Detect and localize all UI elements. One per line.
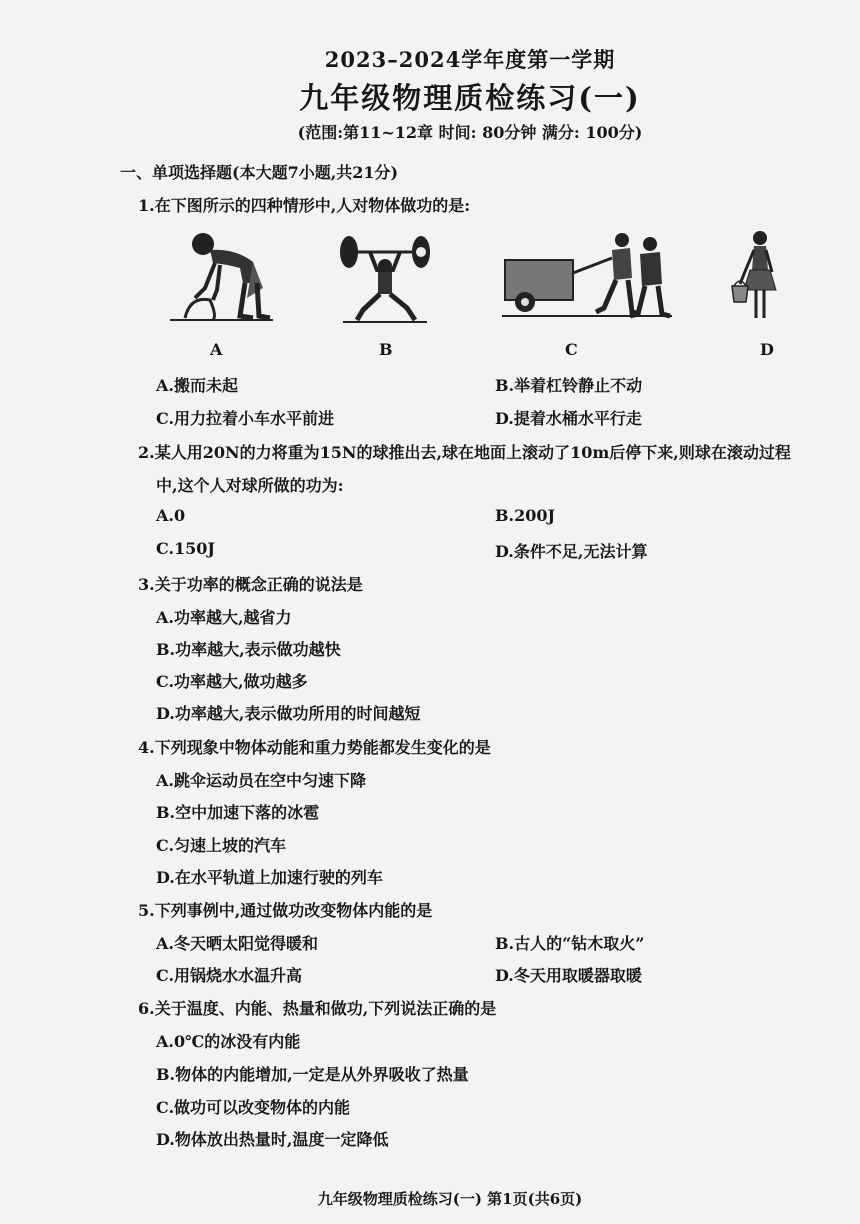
q4-option-d: D.在水平轨道上加速行驶的列车 <box>156 868 383 887</box>
figure-b-label: B <box>379 340 393 359</box>
page-footer: 九年级物理质检练习(一) 第1页(共6页) <box>317 1190 583 1208</box>
question-6-stem: 6.关于温度、内能、热量和做功,下列说法正确的是 <box>138 999 497 1018</box>
q1-option-b: B.举着杠铃静止不动 <box>495 376 643 395</box>
q6-option-b: B.物体的内能增加,一定是从外界吸收了热量 <box>156 1065 469 1084</box>
figure-c-image <box>500 228 675 323</box>
q3-option-a: A.功率越大,越省力 <box>156 608 292 627</box>
figure-c-label: C <box>565 340 578 359</box>
q4-option-c: C.匀速上坡的汽车 <box>156 836 287 855</box>
question-5-stem: 5.下列事例中,通过做功改变物体内能的是 <box>138 901 433 920</box>
figure-d-label: D <box>760 340 774 359</box>
figure-a-image <box>165 228 275 323</box>
exam-info: (范围:第11~12章 时间: 80分钟 满分: 100分) <box>297 123 643 142</box>
q2-option-c: C.150J <box>156 539 215 558</box>
section-heading: 一、单项选择题(本大题7小题,共21分) <box>120 163 399 182</box>
q1-option-d: D.提着水桶水平行走 <box>495 409 642 428</box>
q2-option-d: D.条件不足,无法计算 <box>495 542 648 561</box>
figure-d-image <box>730 228 790 323</box>
q5-option-c: C.用锅烧水水温升高 <box>156 966 303 985</box>
question-1-stem: 1.在下图所示的四种情形中,人对物体做功的是: <box>138 196 471 215</box>
q4-option-b: B.空中加速下落的冰雹 <box>156 803 320 822</box>
question-2-stem-cont: 中,这个人对球所做的功为: <box>156 476 344 495</box>
q4-option-a: A.跳伞运动员在空中匀速下降 <box>156 771 366 790</box>
q5-option-d: D.冬天用取暖器取暖 <box>495 966 642 985</box>
question-4-stem: 4.下列现象中物体动能和重力势能都发生变化的是 <box>138 738 491 757</box>
q6-option-d: D.物体放出热量时,温度一定降低 <box>156 1130 389 1149</box>
school-year-heading: 2023–2024学年度第一学期 <box>324 47 616 72</box>
q3-option-c: C.功率越大,做功越多 <box>156 672 308 691</box>
q1-option-c: C.用力拉着小车水平前进 <box>156 409 335 428</box>
q3-option-d: D.功率越大,表示做功所用的时间越短 <box>156 704 421 723</box>
q2-option-a: A.0 <box>156 506 186 525</box>
question-2-stem: 2.某人用20N的力将重为15N的球推出去,球在地面上滚动了10m后停下来,则球在滚动过程 <box>138 443 791 462</box>
figure-b-image <box>335 230 435 325</box>
q2-option-b: B.200J <box>495 506 556 525</box>
q6-option-c: C.做功可以改变物体的内能 <box>156 1098 351 1117</box>
q1-option-a: A.搬而未起 <box>156 376 238 395</box>
q5-option-a: A.冬天晒太阳觉得暖和 <box>156 934 318 953</box>
q3-option-b: B.功率越大,表示做功越快 <box>156 640 341 659</box>
figure-a-label: A <box>210 340 223 359</box>
q6-option-a: A.0℃的冰没有内能 <box>156 1032 301 1051</box>
q5-option-b: B.古人的“钻木取火” <box>495 934 645 953</box>
question-3-stem: 3.关于功率的概念正确的说法是 <box>138 575 363 594</box>
exam-title: 九年级物理质检练习(一) <box>299 81 641 115</box>
